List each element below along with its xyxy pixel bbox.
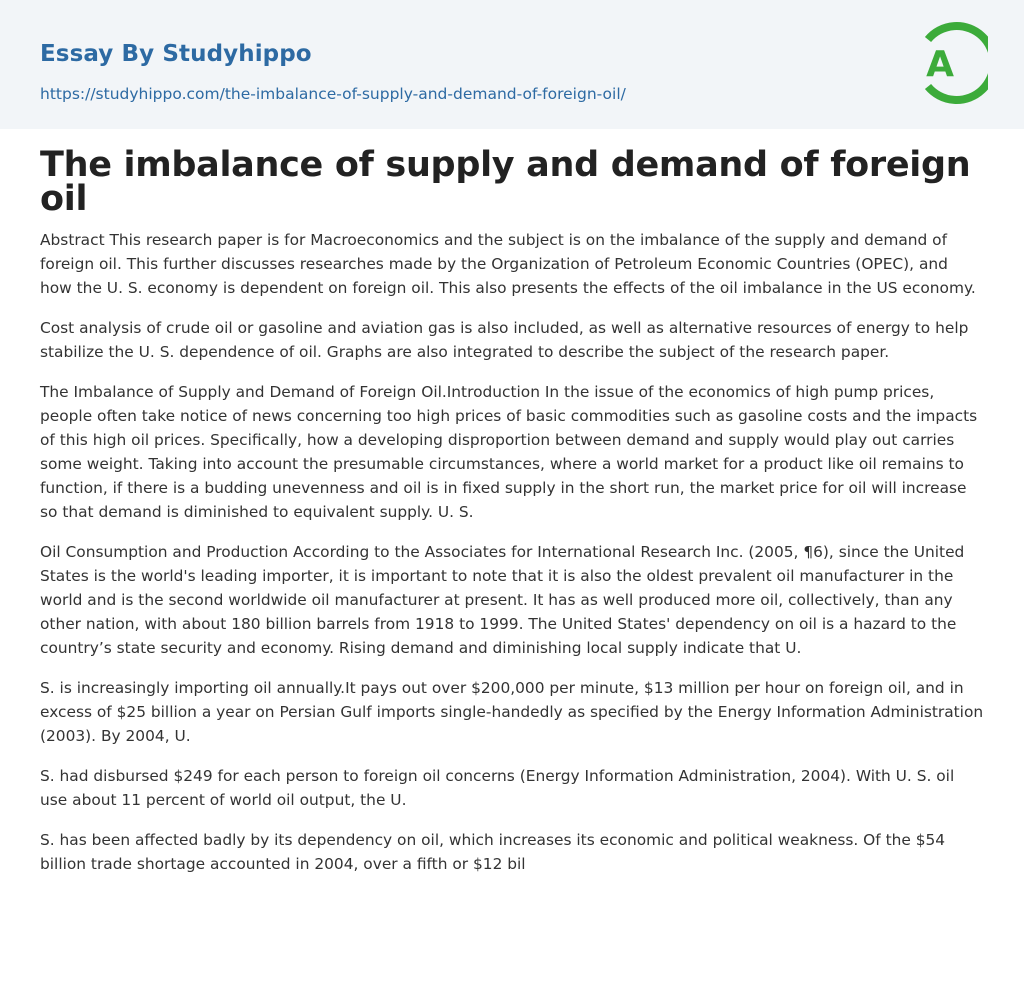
site-header [0, 0, 1024, 129]
page-title: The imbalance of supply and demand of foreign oil [40, 145, 971, 219]
paragraph: S. is increasingly importing oil annually.It pays out over $200,000 per minute, $13 million per hour on foreign oil, and in excess of $25 billion a year on Persian Gulf imports single-handedly as specified by the Energy Information Administration (2003). By 2004, U. [40, 679, 984, 745]
paragraph: Abstract This research paper is for Macroeconomics and the subject is on the imbalance of the supply and demand of foreign oil. This further discusses researches made by the Organization of Petroleum Economic Countries (OPEC), and how the U. S. economy is dependent on foreign oil. This also presents the effects of the oil imbalance in the US economy. [40, 231, 976, 297]
paragraph: Oil Consumption and Production According to the Associates for International Research Inc. (2005, ¶6), since the United States is the world's leading importer, it is important to note that it is also the oldest prevalent oil manufacturer in the world and is the second worldwide oil manufacturer at present. It has as well produced more oil, collectively, than any other nation, with about 180 billion barrels from 1918 to 1999. The United States' dependency on oil is a hazard to the country’s state security and economy. Rising demand and diminishing local supply indicate that U. [40, 543, 965, 657]
logo-letter: A [926, 44, 954, 85]
essay-url-link[interactable]: https://studyhippo.com/the-imbalance-of-supply-and-demand-of-foreign-oil/ [40, 85, 626, 103]
article [0, 145, 1024, 876]
paragraph: Cost analysis of crude oil or gasoline and aviation gas is also included, as well as alternative resources of energy to help stabilize the U. S. dependence of oil. Graphs are also integrated to describe the subject of the research paper. [40, 319, 969, 361]
studyhippo-logo-icon[interactable] [912, 19, 988, 107]
paragraph: S. had disbursed $249 for each person to foreign oil concerns (Energy Information Administration, 2004). With U. S. oil use about 11 percent of world oil output, the U. [40, 767, 955, 809]
paragraph: The Imbalance of Supply and Demand of Foreign Oil.Introduction In the issue of the economics of high pump prices, people often take notice of news concerning too high prices of basic commodities such as gasoline costs and the impacts of this high oil prices. Specifically, how a developing disproportion between demand and supply would play out carries some weight. Taking into account the presumable circumstances, where a world market for a product like oil remains to function, if there is a budding unevenness and oil is in fixed supply in the short run, the market price for oil will increase so that demand is diminished to equivalent supply. U. S. [40, 383, 978, 521]
paragraph: S. has been affected badly by its dependency on oil, which increases its economic and political weakness. Of the $54 billion trade shortage accounted in 2004, over a fifth or $12 bil [40, 831, 946, 873]
brand-name[interactable]: Essay By Studyhippo [40, 41, 312, 67]
